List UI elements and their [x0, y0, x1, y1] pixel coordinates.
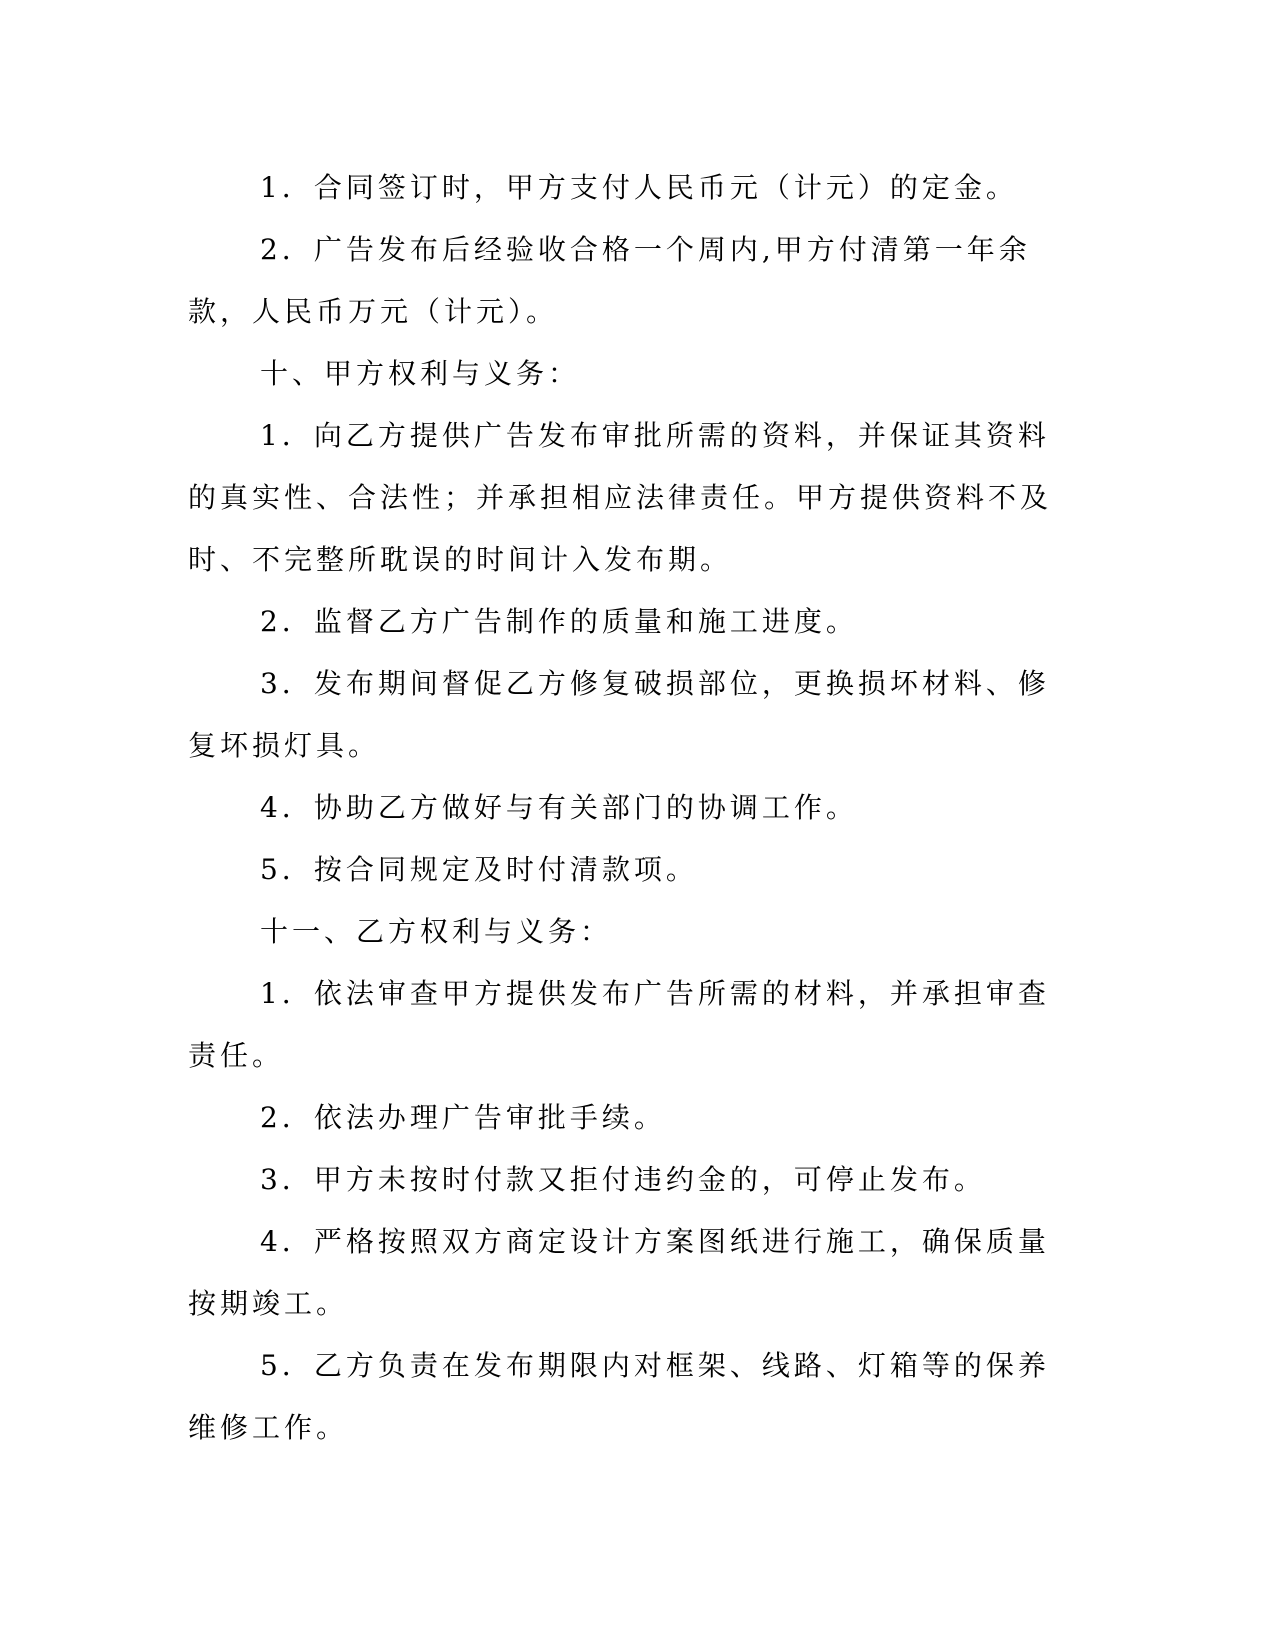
paragraph-party-a-item-1: 1．向乙方提供广告发布审批所需的资料，并保证其资料的真实性、合法性；并承担相应法律责任。甲方提供资料不及时、不完整所耽误的时间计入发布期。: [188, 419, 1053, 576]
paragraph-deposit-payment: 1．合同签订时，甲方支付人民币元（计元）的定金。: [260, 171, 1018, 204]
paragraph-party-b-item-3: 3．甲方未按时付款又拒付违约金的，可停止发布。: [260, 1163, 986, 1196]
paragraph-party-b-item-4: 4．严格按照双方商定设计方案图纸进行施工，确保质量按期竣工。: [188, 1225, 1050, 1320]
section-heading-party-b: 十一、乙方权利与义务：: [260, 915, 613, 948]
paragraph-party-b-item-5: 5．乙方负责在发布期限内对框架、线路、灯箱等的保养维修工作。: [188, 1349, 1050, 1444]
paragraph-party-a-item-4: 4．协助乙方做好与有关部门的协调工作。: [260, 791, 858, 824]
paragraph-party-b-item-1: 1．依法审查甲方提供发布广告所需的材料，并承担审查责任。: [188, 977, 1050, 1072]
paragraph-party-a-item-3: 3．发布期间督促乙方修复破损部位，更换损坏材料、修复坏损灯具。: [188, 667, 1050, 762]
paragraph-party-a-item-5: 5．按合同规定及时付清款项。: [260, 853, 698, 886]
paragraph-party-a-item-2: 2．监督乙方广告制作的质量和施工进度。: [260, 605, 858, 638]
document-body: [188, 157, 1068, 1459]
paragraph-balance-payment: 2．广告发布后经验收合格一个周内,甲方付清第一年余款，人民币万元（计元）。: [188, 233, 1031, 328]
paragraph-party-b-item-2: 2．依法办理广告审批手续。: [260, 1101, 666, 1134]
section-heading-party-a: 十、甲方权利与义务：: [260, 357, 581, 390]
